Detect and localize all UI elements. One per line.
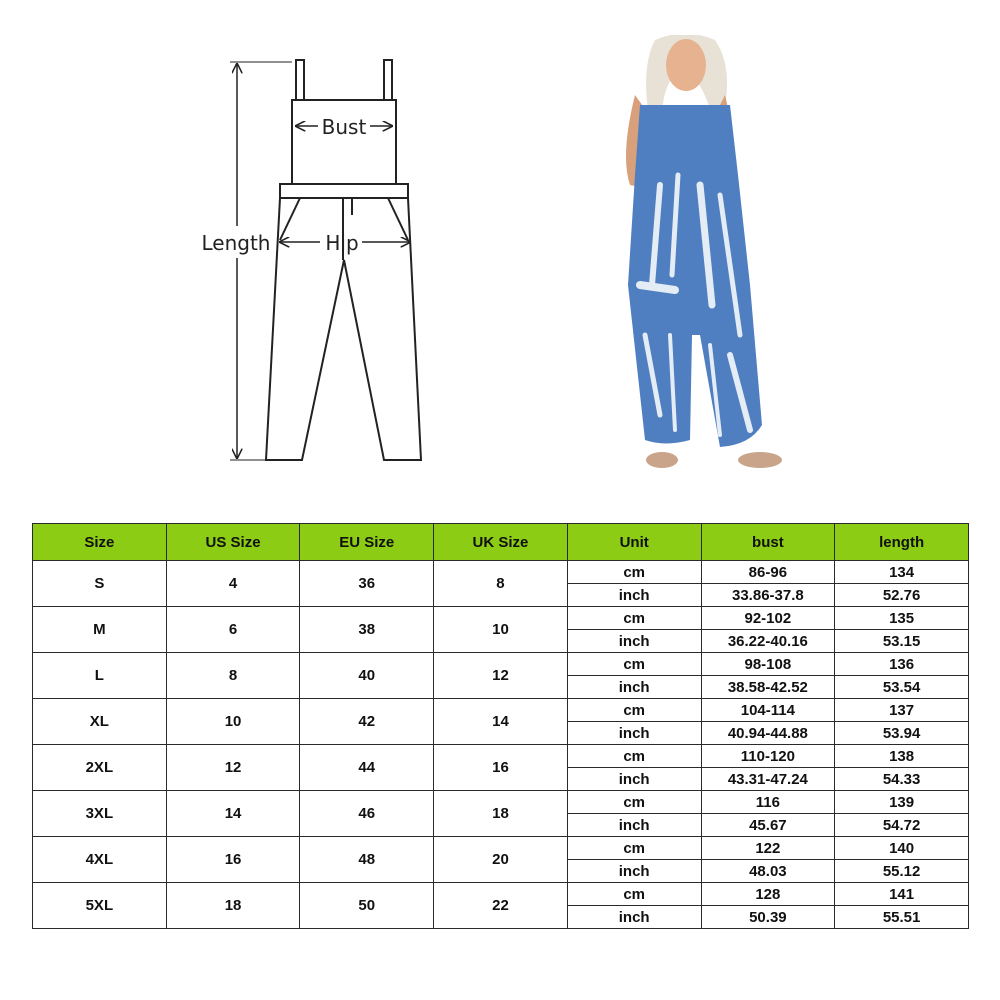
length-cell: 138 [835,745,969,768]
model-photo [600,35,820,480]
length-cell: 53.54 [835,676,969,699]
bust-cell: 43.31-47.24 [701,768,835,791]
eu-size-cell: 42 [300,699,434,745]
size-cell: 4XL [33,837,167,883]
unit-cell: cm [567,883,701,906]
header-size: Size [33,524,167,561]
uk-size-cell: 16 [434,745,568,791]
us-size-cell: 4 [166,561,300,607]
length-cell: 55.51 [835,906,969,929]
us-size-cell: 12 [166,745,300,791]
bust-cell: 33.86-37.8 [701,584,835,607]
bust-cell: 122 [701,837,835,860]
us-size-cell: 8 [166,653,300,699]
unit-cell: inch [567,676,701,699]
size-cell: L [33,653,167,699]
length-cell: 52.76 [835,584,969,607]
uk-size-cell: 12 [434,653,568,699]
header-bust: bust [701,524,835,561]
bust-cell: 38.58-42.52 [701,676,835,699]
measurement-diagram [0,0,500,500]
length-cell: 55.12 [835,860,969,883]
bust-cell: 104-114 [701,699,835,722]
length-cell: 134 [835,561,969,584]
bust-cell: 50.39 [701,906,835,929]
unit-cell: inch [567,768,701,791]
us-size-cell: 10 [166,699,300,745]
us-size-cell: 14 [166,791,300,837]
table-row [33,653,969,676]
length-cell: 135 [835,607,969,630]
eu-size-cell: 46 [300,791,434,837]
eu-size-cell: 44 [300,745,434,791]
bust-cell: 98-108 [701,653,835,676]
unit-cell: inch [567,630,701,653]
eu-size-cell: 50 [300,883,434,929]
uk-size-cell: 20 [434,837,568,883]
us-size-cell: 18 [166,883,300,929]
unit-cell: cm [567,837,701,860]
unit-cell: inch [567,860,701,883]
length-cell: 53.94 [835,722,969,745]
length-cell: 53.15 [835,630,969,653]
size-chart-table [32,523,969,929]
header-us-size: US Size [166,524,300,561]
unit-cell: cm [567,653,701,676]
size-cell: 3XL [33,791,167,837]
us-size-cell: 16 [166,837,300,883]
header-eu-size: EU Size [300,524,434,561]
length-cell: 137 [835,699,969,722]
eu-size-cell: 48 [300,837,434,883]
table-row [33,699,969,722]
table-row [33,561,969,584]
bust-cell: 128 [701,883,835,906]
length-label: Length [201,231,271,255]
bust-cell: 116 [701,791,835,814]
bust-cell: 48.03 [701,860,835,883]
unit-cell: cm [567,745,701,768]
size-cell: M [33,607,167,653]
size-cell: S [33,561,167,607]
size-cell: XL [33,699,167,745]
bust-cell: 86-96 [701,561,835,584]
unit-cell: cm [567,607,701,630]
header-unit: Unit [567,524,701,561]
length-cell: 139 [835,791,969,814]
bust-cell: 36.22-40.16 [701,630,835,653]
unit-cell: cm [567,561,701,584]
table-row [33,883,969,906]
table-row [33,745,969,768]
hip-label: Hip [325,231,359,255]
length-cell: 141 [835,883,969,906]
unit-cell: inch [567,722,701,745]
size-cell: 5XL [33,883,167,929]
uk-size-cell: 10 [434,607,568,653]
length-cell: 54.33 [835,768,969,791]
bust-cell: 40.94-44.88 [701,722,835,745]
unit-cell: inch [567,814,701,837]
uk-size-cell: 8 [434,561,568,607]
eu-size-cell: 38 [300,607,434,653]
header-length: length [835,524,969,561]
table-header-row [33,524,969,561]
eu-size-cell: 36 [300,561,434,607]
length-cell: 136 [835,653,969,676]
uk-size-cell: 22 [434,883,568,929]
uk-size-cell: 18 [434,791,568,837]
length-cell: 54.72 [835,814,969,837]
unit-cell: cm [567,791,701,814]
eu-size-cell: 40 [300,653,434,699]
size-cell: 2XL [33,745,167,791]
bust-label: Bust [321,115,367,139]
uk-size-cell: 14 [434,699,568,745]
table-row [33,837,969,860]
us-size-cell: 6 [166,607,300,653]
table-row [33,791,969,814]
bust-cell: 45.67 [701,814,835,837]
unit-cell: inch [567,584,701,607]
header-uk-size: UK Size [434,524,568,561]
length-cell: 140 [835,837,969,860]
unit-cell: inch [567,906,701,929]
bust-cell: 92-102 [701,607,835,630]
unit-cell: cm [567,699,701,722]
table-row [33,607,969,630]
bust-cell: 110-120 [701,745,835,768]
